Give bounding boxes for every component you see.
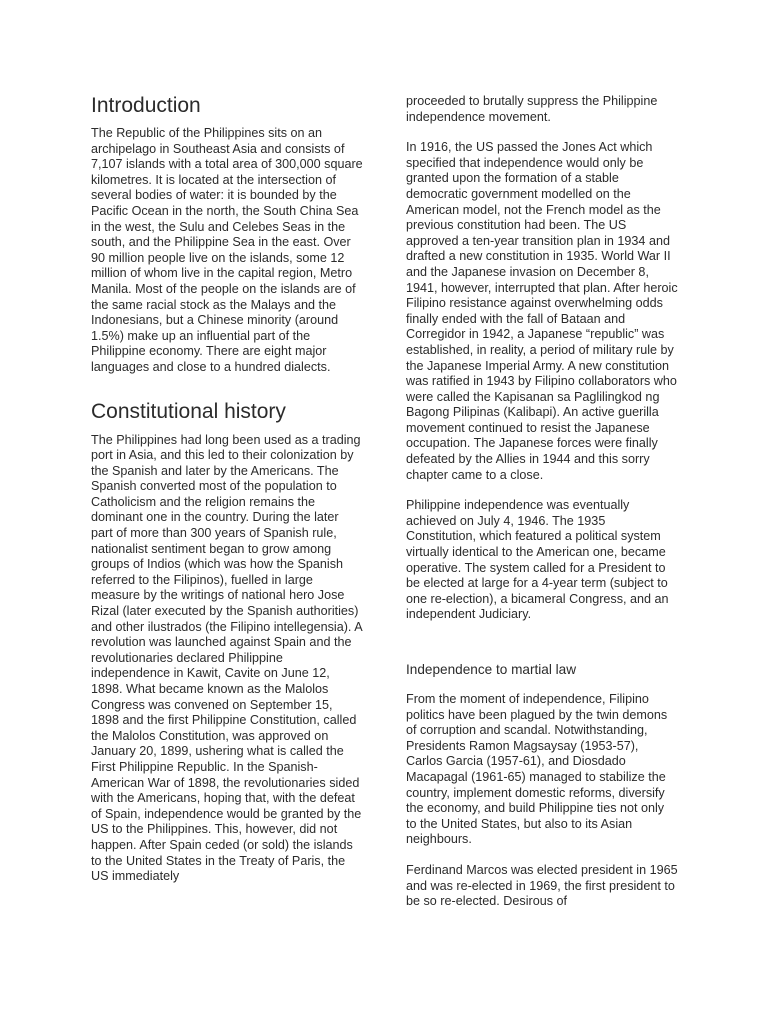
independence-paragraph: Philippine independence was eventually achieved on July 4, 1946. The 1935 Constitution, which featured a political system virtually identical to the American one, became operative. The system called for a President to be elected at large for a 4-year term (subject to one re-election), a bicameral Congress, and an independent Judiciary. [406, 498, 669, 622]
right-column [406, 0, 678, 910]
constitutional-history-paragraph: The Philippines had long been used as a trading port in Asia, and this led to their colonization by the Spanish and later by the Americans. The Spanish converted most of the population to Catholicism and the religion remains the dominant one in the country. During the later part of more than 300 years of Spanish rule, nationalist sentiment began to grow among groups of Indios (which was how the Spanish referred to the Filipinos), fuelled in large measure by the writings of national hero Jose Rizal (later executed by the Spanish authorities) and other ilustrados (the Filipino intellegensia). A revolution was launched against Spain and the revolutionaries declared Philippine independence in Kawit, Cavite on June 12, 1898. What became known as the Malolos Congress was convened on September 15, 1898 and the first Philippine Constitution, called the Malolos Constitution, was approved on January 20, 1899, ushering what is called the First Philippine Republic. In the Spanish-American War of 1898, the revolutionaries sided with the Americans, hoping that, with the defeat of Spain, independence would be granted by the US to the Philippines. This, however, did not happen. After Spain ceded (or sold) the islands to the United States in the Treaty of Paris, the US immediately [91, 432, 362, 884]
martial-law-paragraph-1: From the moment of independence, Filipino politics have been plagued by the twin demons of corruption and scandal. Notwithstanding, Presidents Ramon Magsaysay (1953-57), Carlos Garcia (1957-61), and Diosdado Macapagal (1961-65) managed to stabilize the country, implement domestic reforms, diversify the economy, and build Philippine ties not only to the United States, but also to its Asian neighbours. [406, 692, 668, 847]
jones-act-paragraph: In 1916, the US passed the Jones Act which specified that independence would only be granted upon the formation of a stable democratic government modelled on the American model, not the French model as the previous constitution had been. The US approved a ten-year transition plan in 1934 and drafted a new constitution in 1935. World War II and the Japanese invasion on December 8, 1941, however, interrupted that plan. After heroic Filipino resistance against overwhelming odds finally ended with the fall of Bataan and Corregidor in 1942, a Japanese “republic” was established, in reality, a period of military rule by the Japanese Imperial Army. A new constitution was ratified in 1943 by Filipino collaborators who were called the Kapisanan sa Paglilingkod ng Bagong Pilipinas (Kalibapi). An active guerilla movement continued to resist the Japanese occupation. The Japanese forces were finally defeated by the Allies in 1944 and this sorry chapter came to a close. [406, 140, 678, 482]
martial-law-heading: Independence to martial law [406, 662, 577, 677]
constitutional-history-heading: Constitutional history [91, 399, 286, 423]
continuation-paragraph: proceeded to brutally suppress the Philippine independence movement. [406, 94, 658, 124]
introduction-paragraph: The Republic of the Philippines sits on an archipelago in Southeast Asia and consists of 7,107 islands with a total area of 300,000 square kilometres. It is located at the intersection of several bodies of water: it is bounded by the Pacific Ocean in the north, the South China Sea in the west, the Sulu and Celebes Seas in the south, and the Philippine Sea in the east. Over 90 million people live on the islands, some 12 million of whom live in the capital region, Metro Manila. Most of the people on the islands are of the same racial stock as the Malays and the Indonesians, but a Chinese minority (around 1.5%) make up an influential part of the Philippine economy. There are eight major languages and close to a hundred dialects. [91, 126, 363, 374]
martial-law-paragraph-2: Ferdinand Marcos was elected president in 1965 and was re-elected in 1969, the first president to be so re-elected. Desirous of [406, 862, 678, 909]
left-column [91, 0, 363, 885]
introduction-heading: Introduction [91, 94, 201, 117]
